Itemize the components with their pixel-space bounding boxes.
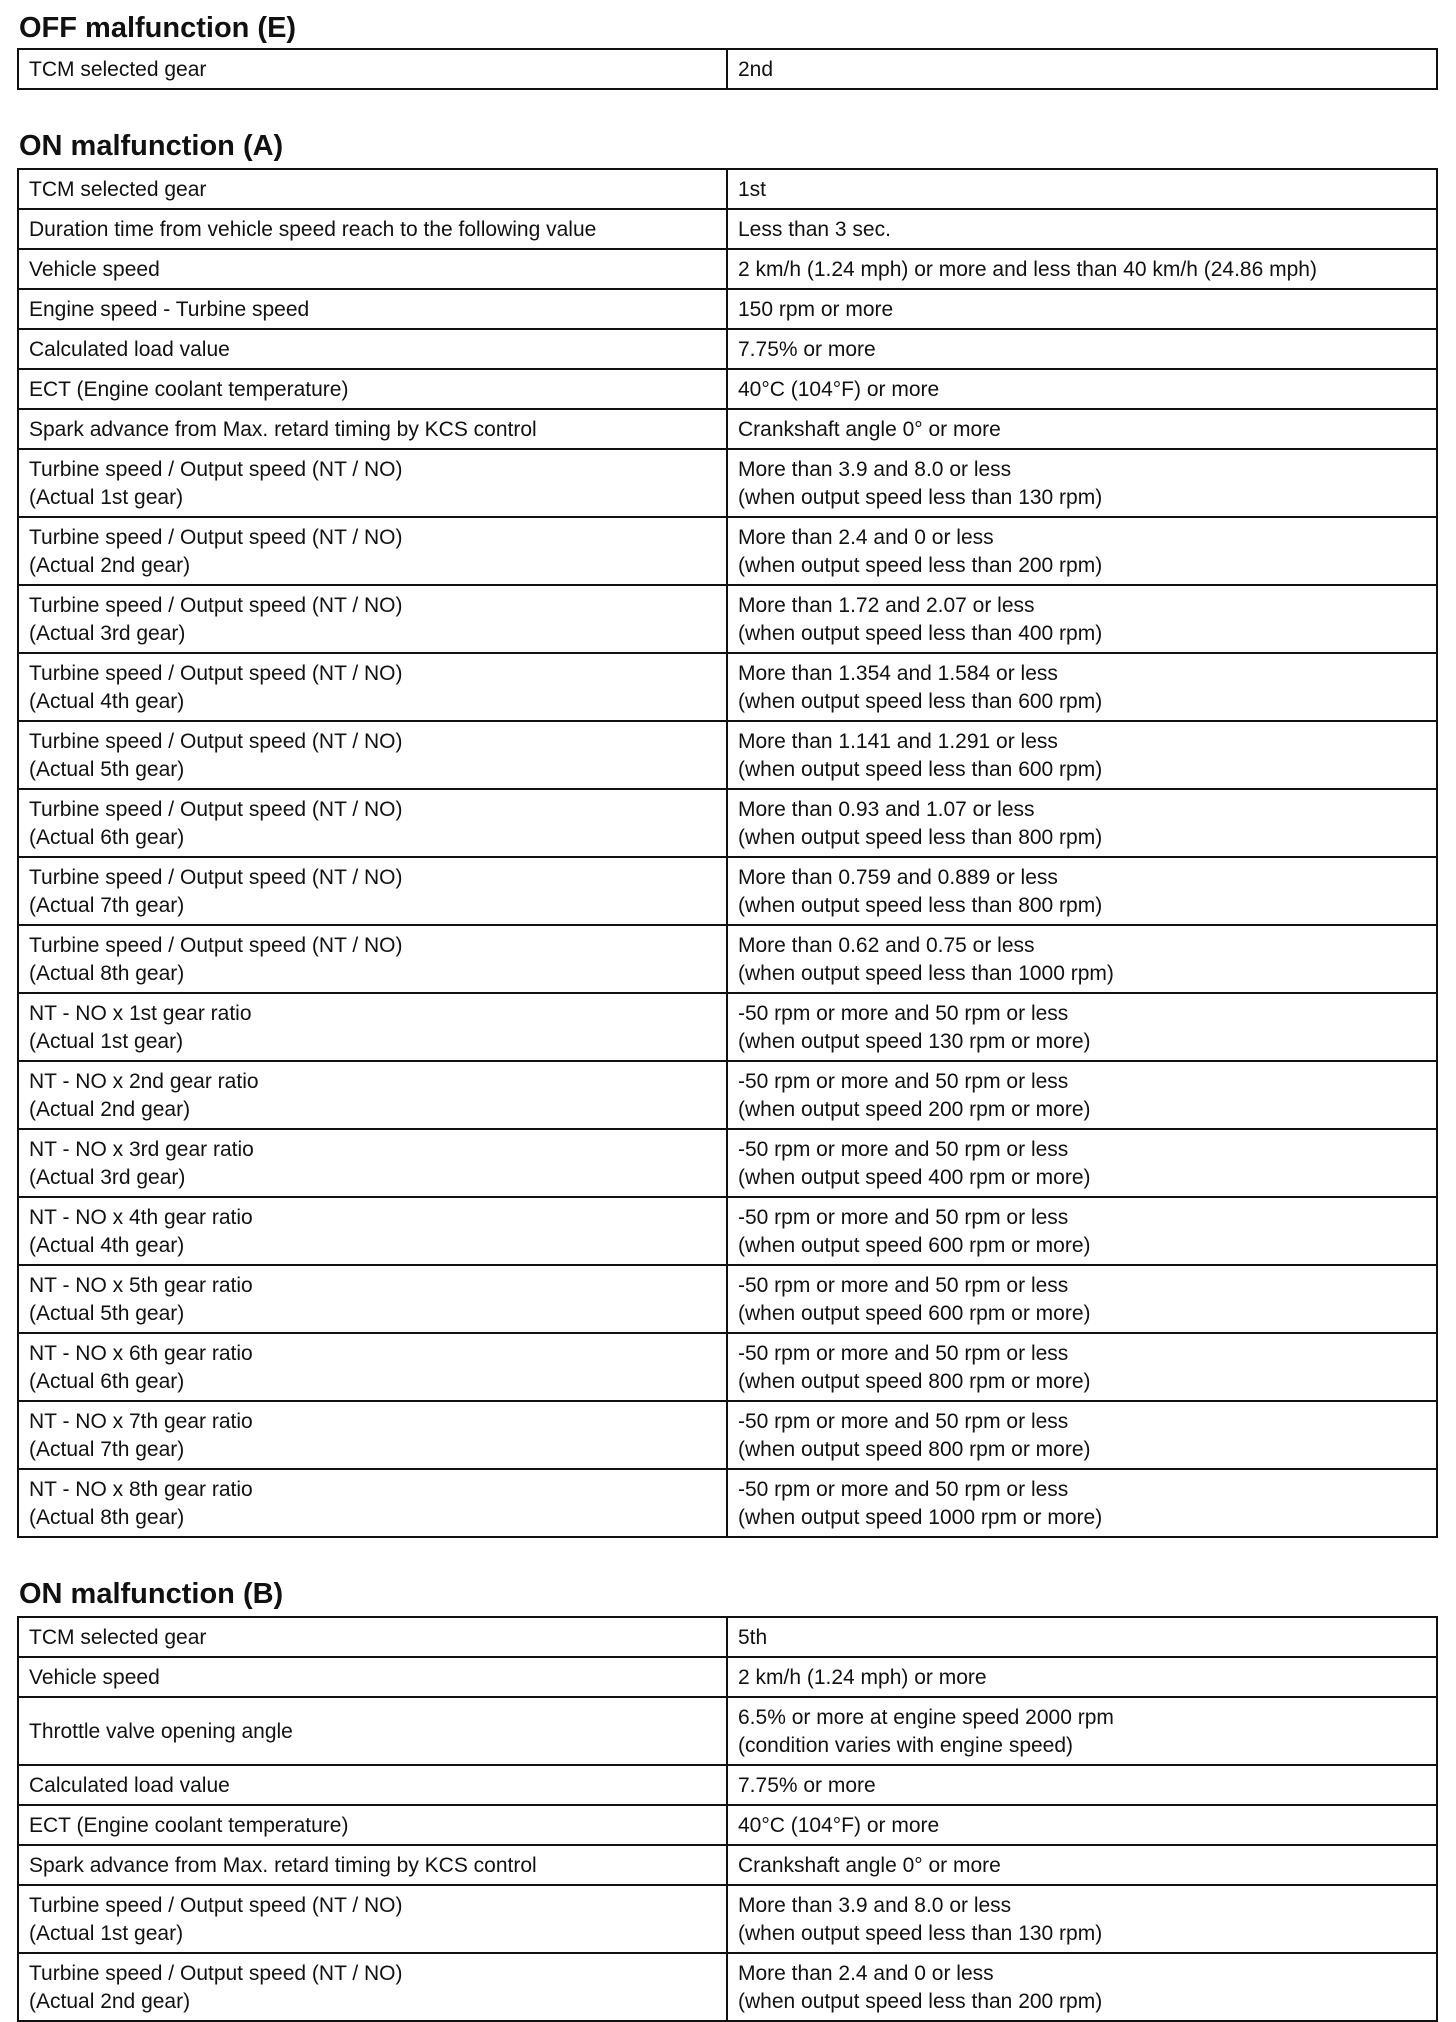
condition-item-cell: NT - NO x 7th gear ratio (Actual 7th gear) [18, 1401, 727, 1469]
condition-value-cell: More than 0.759 and 0.889 or less (when output speed less than 800 rpm) [727, 857, 1437, 925]
table-row [18, 329, 1437, 369]
condition-item-cell: Throttle valve opening angle [18, 1697, 727, 1765]
table-row [18, 1401, 1437, 1469]
condition-item-cell: Spark advance from Max. retard timing by KCS control [18, 409, 727, 449]
condition-item-cell: Turbine speed / Output speed (NT / NO) (Actual 6th gear) [18, 789, 727, 857]
table-row [18, 1845, 1437, 1885]
table-row [18, 369, 1437, 409]
condition-item-cell: Turbine speed / Output speed (NT / NO) (Actual 3rd gear) [18, 585, 727, 653]
condition-item-cell: ECT (Engine coolant temperature) [18, 369, 727, 409]
document [17, 0, 1438, 2022]
table-row [18, 1333, 1437, 1401]
table-row [18, 1885, 1437, 1953]
condition-value-cell: 1st [727, 169, 1437, 209]
condition-value-cell: 6.5% or more at engine speed 2000 rpm (condition varies with engine speed) [727, 1697, 1437, 1765]
condition-value-cell: -50 rpm or more and 50 rpm or less (when output speed 1000 rpm or more) [727, 1469, 1437, 1537]
condition-item-cell: Vehicle speed [18, 1657, 727, 1697]
table-row [18, 721, 1437, 789]
table-row [18, 1657, 1437, 1697]
table-row [18, 449, 1437, 517]
condition-value-cell: More than 2.4 and 0 or less (when output speed less than 200 rpm) [727, 1953, 1437, 2021]
condition-value-cell: -50 rpm or more and 50 rpm or less (when output speed 600 rpm or more) [727, 1197, 1437, 1265]
condition-value-cell: More than 3.9 and 8.0 or less (when output speed less than 130 rpm) [727, 1885, 1437, 1953]
condition-item-cell: Calculated load value [18, 1765, 727, 1805]
condition-item-cell: Turbine speed / Output speed (NT / NO) (Actual 2nd gear) [18, 1953, 727, 2021]
condition-item-cell: Turbine speed / Output speed (NT / NO) (Actual 5th gear) [18, 721, 727, 789]
condition-value-cell: -50 rpm or more and 50 rpm or less (when output speed 800 rpm or more) [727, 1401, 1437, 1469]
section-spacer [17, 1538, 1438, 1566]
condition-item-cell: Turbine speed / Output speed (NT / NO) (Actual 2nd gear) [18, 517, 727, 585]
table-row [18, 653, 1437, 721]
table-row [18, 169, 1437, 209]
condition-value-cell: -50 rpm or more and 50 rpm or less (when output speed 600 rpm or more) [727, 1265, 1437, 1333]
condition-item-cell: NT - NO x 5th gear ratio (Actual 5th gear) [18, 1265, 727, 1333]
table-row [18, 1197, 1437, 1265]
condition-value-cell: Crankshaft angle 0° or more [727, 1845, 1437, 1885]
condition-item-cell: Spark advance from Max. retard timing by KCS control [18, 1845, 727, 1885]
condition-value-cell: -50 rpm or more and 50 rpm or less (when output speed 400 rpm or more) [727, 1129, 1437, 1197]
table-row [18, 517, 1437, 585]
table-row [18, 49, 1437, 89]
condition-table [17, 168, 1438, 1538]
table-row [18, 1129, 1437, 1197]
table-row [18, 585, 1437, 653]
condition-item-cell: Engine speed - Turbine speed [18, 289, 727, 329]
condition-item-cell: NT - NO x 2nd gear ratio (Actual 2nd gear) [18, 1061, 727, 1129]
section-spacer [17, 90, 1438, 118]
condition-value-cell: 40°C (104°F) or more [727, 369, 1437, 409]
table-row [18, 249, 1437, 289]
condition-value-cell: 7.75% or more [727, 1765, 1437, 1805]
table-row [18, 993, 1437, 1061]
condition-value-cell: More than 2.4 and 0 or less (when output speed less than 200 rpm) [727, 517, 1437, 585]
condition-item-cell: NT - NO x 3rd gear ratio (Actual 3rd gear) [18, 1129, 727, 1197]
condition-value-cell: More than 0.93 and 1.07 or less (when output speed less than 800 rpm) [727, 789, 1437, 857]
condition-table [17, 1616, 1438, 2022]
condition-value-cell: 2nd [727, 49, 1437, 89]
condition-item-cell: Turbine speed / Output speed (NT / NO) (Actual 4th gear) [18, 653, 727, 721]
condition-value-cell: 7.75% or more [727, 329, 1437, 369]
section-title: OFF malfunction (E) [19, 12, 297, 44]
table-row [18, 1061, 1437, 1129]
condition-item-cell: ECT (Engine coolant temperature) [18, 1805, 727, 1845]
condition-item-cell: NT - NO x 4th gear ratio (Actual 4th gear) [18, 1197, 727, 1265]
condition-value-cell: More than 3.9 and 8.0 or less (when output speed less than 130 rpm) [727, 449, 1437, 517]
condition-item-cell: Vehicle speed [18, 249, 727, 289]
section-title: ON malfunction (A) [19, 130, 284, 162]
condition-item-cell: Turbine speed / Output speed (NT / NO) (Actual 1st gear) [18, 449, 727, 517]
condition-item-cell: Turbine speed / Output speed (NT / NO) (Actual 1st gear) [18, 1885, 727, 1953]
table-row [18, 857, 1437, 925]
condition-value-cell: More than 1.141 and 1.291 or less (when output speed less than 600 rpm) [727, 721, 1437, 789]
condition-value-cell: 150 rpm or more [727, 289, 1437, 329]
condition-value-cell: -50 rpm or more and 50 rpm or less (when output speed 200 rpm or more) [727, 1061, 1437, 1129]
table-row [18, 925, 1437, 993]
condition-item-cell: NT - NO x 1st gear ratio (Actual 1st gear) [18, 993, 727, 1061]
table-row [18, 1469, 1437, 1537]
condition-item-cell: TCM selected gear [18, 1617, 727, 1657]
condition-value-cell: More than 0.62 and 0.75 or less (when output speed less than 1000 rpm) [727, 925, 1437, 993]
table-row [18, 209, 1437, 249]
condition-value-cell: 5th [727, 1617, 1437, 1657]
condition-item-cell: Duration time from vehicle speed reach to the following value [18, 209, 727, 249]
condition-value-cell: 2 km/h (1.24 mph) or more [727, 1657, 1437, 1697]
condition-item-cell: Calculated load value [18, 329, 727, 369]
table-row [18, 1265, 1437, 1333]
section-title: ON malfunction (B) [19, 1578, 284, 1610]
condition-value-cell: Less than 3 sec. [727, 209, 1437, 249]
table-row [18, 1805, 1437, 1845]
condition-table [17, 48, 1438, 90]
table-row [18, 1953, 1437, 2021]
table-row [18, 1697, 1437, 1765]
condition-item-cell: NT - NO x 8th gear ratio (Actual 8th gear) [18, 1469, 727, 1537]
condition-value-cell: -50 rpm or more and 50 rpm or less (when output speed 800 rpm or more) [727, 1333, 1437, 1401]
table-row [18, 1617, 1437, 1657]
table-row [18, 409, 1437, 449]
table-row [18, 1765, 1437, 1805]
condition-value-cell: 40°C (104°F) or more [727, 1805, 1437, 1845]
table-row [18, 289, 1437, 329]
condition-item-cell: TCM selected gear [18, 169, 727, 209]
condition-value-cell: Crankshaft angle 0° or more [727, 409, 1437, 449]
condition-value-cell: 2 km/h (1.24 mph) or more and less than 40 km/h (24.86 mph) [727, 249, 1437, 289]
table-row [18, 789, 1437, 857]
condition-item-cell: Turbine speed / Output speed (NT / NO) (Actual 7th gear) [18, 857, 727, 925]
condition-value-cell: More than 1.72 and 2.07 or less (when output speed less than 400 rpm) [727, 585, 1437, 653]
condition-value-cell: -50 rpm or more and 50 rpm or less (when output speed 130 rpm or more) [727, 993, 1437, 1061]
condition-value-cell: More than 1.354 and 1.584 or less (when output speed less than 600 rpm) [727, 653, 1437, 721]
condition-item-cell: TCM selected gear [18, 49, 727, 89]
condition-item-cell: NT - NO x 6th gear ratio (Actual 6th gear) [18, 1333, 727, 1401]
condition-item-cell: Turbine speed / Output speed (NT / NO) (Actual 8th gear) [18, 925, 727, 993]
